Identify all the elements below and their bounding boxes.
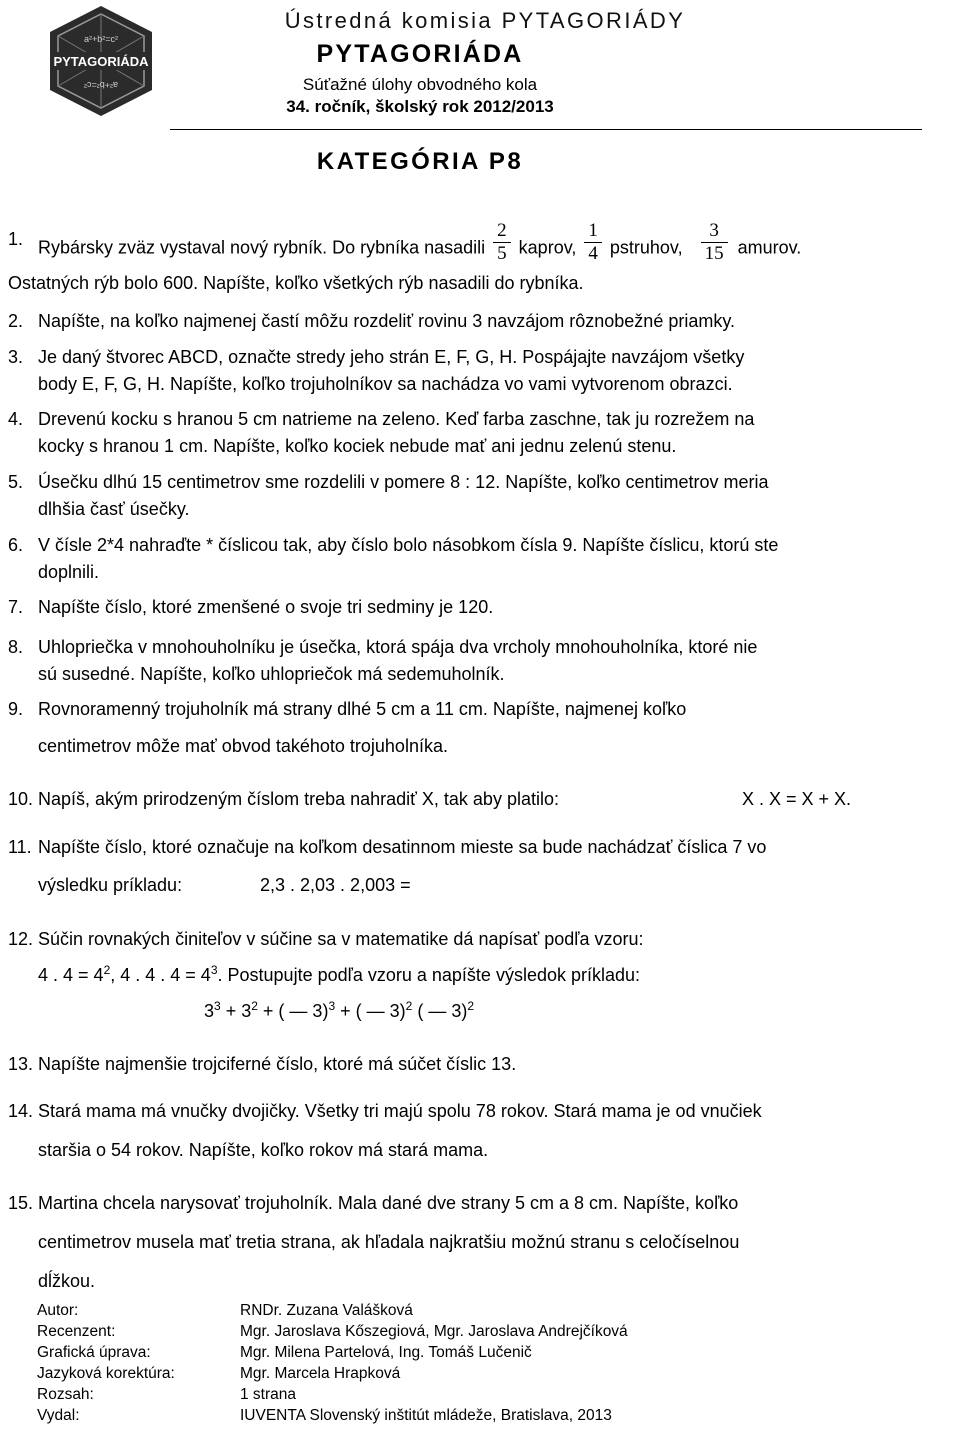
problem-text: kaprov, [518, 237, 577, 258]
problem-number: 13. [8, 1054, 34, 1074]
problem-number: 8. [8, 637, 24, 657]
problem-number: 5. [8, 472, 24, 492]
problem-text: Stará mama má vnučky dvojičky. Všetky tri majú spolu 78 rokov. Stará mama je od vnučiek [38, 1101, 762, 1121]
problem-text: Napíšte, na koľko najmenej častí môžu rozdeliť rovinu 3 navzájom rôznobežné priamky. [38, 311, 735, 331]
problem-number: 15. [8, 1193, 34, 1213]
problem-number: 4. [8, 409, 24, 429]
credit-label: Vydal: [37, 1407, 80, 1424]
problem-text: Ostatných rýb bolo 600. Napíšte, koľko všetkých rýb nasadili do rybníka. [8, 273, 584, 293]
problem-number: 11. [8, 837, 32, 857]
competition-title: PYTAGORIÁDA [316, 40, 524, 68]
problem-number: 10. [8, 789, 34, 809]
problem-number: 7. [8, 597, 24, 617]
header-divider [170, 129, 922, 130]
problem-number: 1. [8, 229, 24, 249]
pytagoriada-logo [42, 2, 160, 120]
problem-text: V čísle 2*4 nahraďte * číslicou tak, aby číslo bolo násobkom čísla 9. Napíšte číslicu, ktorú ste [38, 535, 779, 555]
expression: 2,3 . 2,03 . 2,003 = [260, 875, 411, 895]
credit-label: Autor: [37, 1302, 79, 1319]
problem-text: Napíšte číslo, ktoré zmenšené o svoje tri sedminy je 120. [38, 597, 494, 617]
credit-value: IUVENTA Slovenský inštitút mládeže, Bratislava, 2013 [240, 1407, 612, 1424]
credit-value: Mgr. Marcela Hrapková [240, 1365, 401, 1382]
problem-text: dlhšia časť úsečky. [38, 499, 190, 519]
credit-label: Rozsah: [37, 1386, 94, 1403]
school-year: 34. ročník, školský rok 2012/2013 [286, 97, 554, 116]
problem-text: sú susedné. Napíšte, koľko uhlopriečok má sedemuholník. [38, 664, 505, 684]
example-line: 4 . $4 = 4^2$, 4 . 4 . $4 = 4^3$. Postupujte podľa vzoru a napíšte výsledok príkladu: [38, 963, 641, 985]
credit-label: Jazyková korektúra: [37, 1365, 175, 1382]
problem-number: 2. [8, 311, 24, 331]
category-title: KATEGÓRIA P8 [316, 148, 524, 175]
logo-formula-bottom: a²+b²=c² [83, 80, 119, 90]
fraction-one-quarter: $\frac{1}{4}$ [584, 220, 602, 265]
credit-label: Recenzent: [37, 1323, 116, 1340]
logo-formula-top: a²+b²=c² [83, 34, 119, 44]
problem-text: Je daný štvorec ABCD, označte stredy jeho strán E, F, G, H. Pospájajte navzájom všetky [38, 347, 745, 367]
logo-text: PYTAGORIÁDA [53, 54, 149, 69]
problem-text: doplnili. [38, 562, 100, 582]
problem-number: 3. [8, 347, 24, 367]
organizer-title: Ústredná komisia PYTAGORIÁDY [284, 8, 686, 33]
problem-text: staršia o 54 rokov. Napíšte, koľko rokov má stará mama. [38, 1140, 489, 1160]
problem-text: Martina chcela narysovať trojuholník. Mala dané dve strany 5 cm a 8 cm. Napíšte, koľko [38, 1193, 739, 1213]
problem-text: Drevenú kocku s hranou 5 cm natrieme na zeleno. Keď farba zaschne, tak ju rozrežem na [38, 409, 755, 429]
problem-text: Napíšte číslo, ktoré označuje na koľkom desatinnom mieste sa bude nachádzať číslica 7 vo [38, 837, 767, 857]
problem-text: kocky s hranou 1 cm. Napíšte, koľko kociek nebude mať ani jednu zelenú stenu. [38, 436, 677, 456]
problem-text: amurov. [737, 237, 802, 258]
problem-number: 6. [8, 535, 24, 555]
credit-value: 1 strana [240, 1386, 297, 1403]
problem-text: výsledku príkladu: [38, 875, 183, 895]
problem-text: dĺžkou. [38, 1271, 96, 1291]
problem-text: pstruhov, [609, 237, 683, 258]
problem-text: body E, F, G, H. Napíšte, koľko trojuholníkov sa nachádza vo vami vytvorenom obrazci. [38, 374, 733, 394]
problem-text: centimetrov musela mať tretia strana, ak hľadala najkratšiu možnú stranu s celočíselnou [38, 1232, 740, 1252]
fraction-three-fifteenths: $\frac{3}{15}$ [701, 220, 728, 265]
problem-text: Napíš, akým prirodzeným číslom treba nahradiť X, tak aby platilo: [38, 789, 559, 809]
problem-text: Napíšte najmenšie trojciferné číslo, ktoré má súčet číslic 13. [38, 1054, 517, 1074]
equation: X . X = X + X. [742, 789, 852, 809]
problem-text: Súčin rovnakých činiteľov v súčine sa v matematike dá napísať podľa vzoru: [38, 929, 644, 949]
round-subtitle: Súťažné úlohy obvodného kola [302, 75, 538, 94]
problem-text: Uhlopriečka v mnohouholníku je úsečka, ktorá spája dva vrcholy mnohouholníka, ktoré nie [38, 637, 758, 657]
credit-value: Mgr. Milena Partelová, Ing. Tomáš Lučenič [240, 1344, 532, 1361]
fraction-two-fifths: $\frac{2}{5}$ [493, 220, 511, 265]
problem-text: Rybársky zväz vystaval nový rybník. Do rybníka nasadili [38, 237, 486, 258]
credit-label: Grafická úprava: [37, 1344, 151, 1361]
task-expression: $3^3 + 3^2$ + ( — 3)$^3$ + ( — 3)$^2$ ( — 3)$^2$ [204, 999, 475, 1021]
problem-number: 9. [8, 699, 24, 719]
problem-text: Rovnoramenný trojuholník má strany dlhé 5 cm a 11 cm. Napíšte, najmenej koľko [38, 699, 687, 719]
credit-value: Mgr. Jaroslava Kőszegiová, Mgr. Jaroslava Andrejčíková [240, 1323, 628, 1340]
problem-text: Úsečku dlhú 15 centimetrov sme rozdelili v pomere 8 : 12. Napíšte, koľko centimetrov meria [38, 472, 769, 492]
credit-value: RNDr. Zuzana Valášková [240, 1302, 413, 1319]
problem-number: 12. [8, 929, 34, 949]
problem-number: 14. [8, 1101, 34, 1121]
problem-text: centimetrov môže mať obvod takéhoto trojuholníka. [38, 736, 448, 756]
